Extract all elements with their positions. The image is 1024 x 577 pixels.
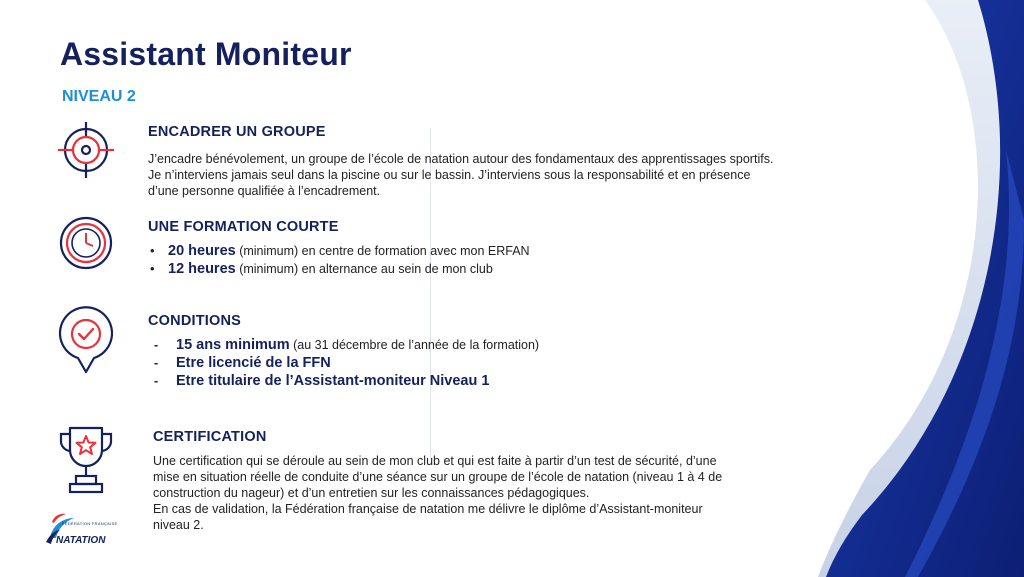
list-item	[148, 242, 530, 260]
section-text-certification	[153, 453, 803, 533]
section-heading-certification: CERTIFICATION	[153, 429, 267, 445]
text-line: d’une personne qualifiée à l’encadrement.	[148, 184, 381, 198]
checkmark-badge-icon	[56, 302, 116, 374]
bullet-text: (minimum) en alternance au sein de mon club	[235, 262, 493, 276]
bullet-strong: 15 ans minimum	[176, 337, 290, 353]
formation-bullet-list	[148, 242, 530, 278]
text-line: construction du nageur) et d’un entretien sur les connaissances pédagogiques.	[153, 486, 590, 500]
list-item	[150, 372, 539, 390]
logo-small-text: FÉDÉRATION FRANÇAISE	[62, 521, 118, 526]
section-heading-formation: UNE FORMATION COURTE	[148, 219, 339, 235]
bullet-strong: Etre licencié de la FFN	[176, 355, 331, 371]
bullet-strong: 12 heures	[168, 261, 236, 277]
text-line: niveau 2.	[153, 518, 204, 532]
list-item	[150, 354, 539, 372]
section-heading-encadrer: ENCADRER UN GROUPE	[148, 124, 326, 140]
text-line: Je n’interviens jamais seul dans la piscine ou sur le bassin. J’interviens sous la responsabilité et en présence	[148, 168, 751, 182]
bullet-strong: Etre titulaire de l’Assistant-moniteur Niveau 1	[176, 373, 490, 389]
section-heading-conditions: CONDITIONS	[148, 313, 242, 329]
ffn-logo-icon	[40, 512, 120, 554]
bullet-strong: 20 heures	[168, 243, 236, 259]
page-subtitle: NIVEAU 2	[62, 88, 136, 105]
target-icon	[56, 120, 116, 180]
text-line: En cas de validation, la Fédération française de natation me délivre le diplôme d’Assistant-moniteur	[153, 502, 703, 516]
text-line: J’encadre bénévolement, un groupe de l’école de natation autour des fondamentaux des apprentissages sportifs.	[148, 152, 774, 166]
logo-wordmark: NATATION	[56, 535, 106, 546]
text-line: mise en situation réelle de conduite d’une séance sur un groupe de l’école de natation (niveau 1 à 4 de	[153, 470, 723, 484]
trophy-icon	[56, 424, 116, 496]
section-text-encadrer	[148, 151, 888, 199]
list-item	[148, 260, 530, 278]
page-title: Assistant Moniteur	[60, 36, 352, 72]
bullet-text: (minimum) en centre de formation avec mon ERFAN	[235, 244, 530, 258]
clock-icon	[56, 213, 116, 273]
bullet-text: (au 31 décembre de l’année de la formation)	[289, 338, 540, 352]
text-line: Une certification qui se déroule au sein de mon club et qui est faite à partir d’un test de sécurité, d’une	[153, 454, 717, 468]
list-item	[150, 336, 539, 354]
conditions-bullet-list	[150, 336, 539, 390]
